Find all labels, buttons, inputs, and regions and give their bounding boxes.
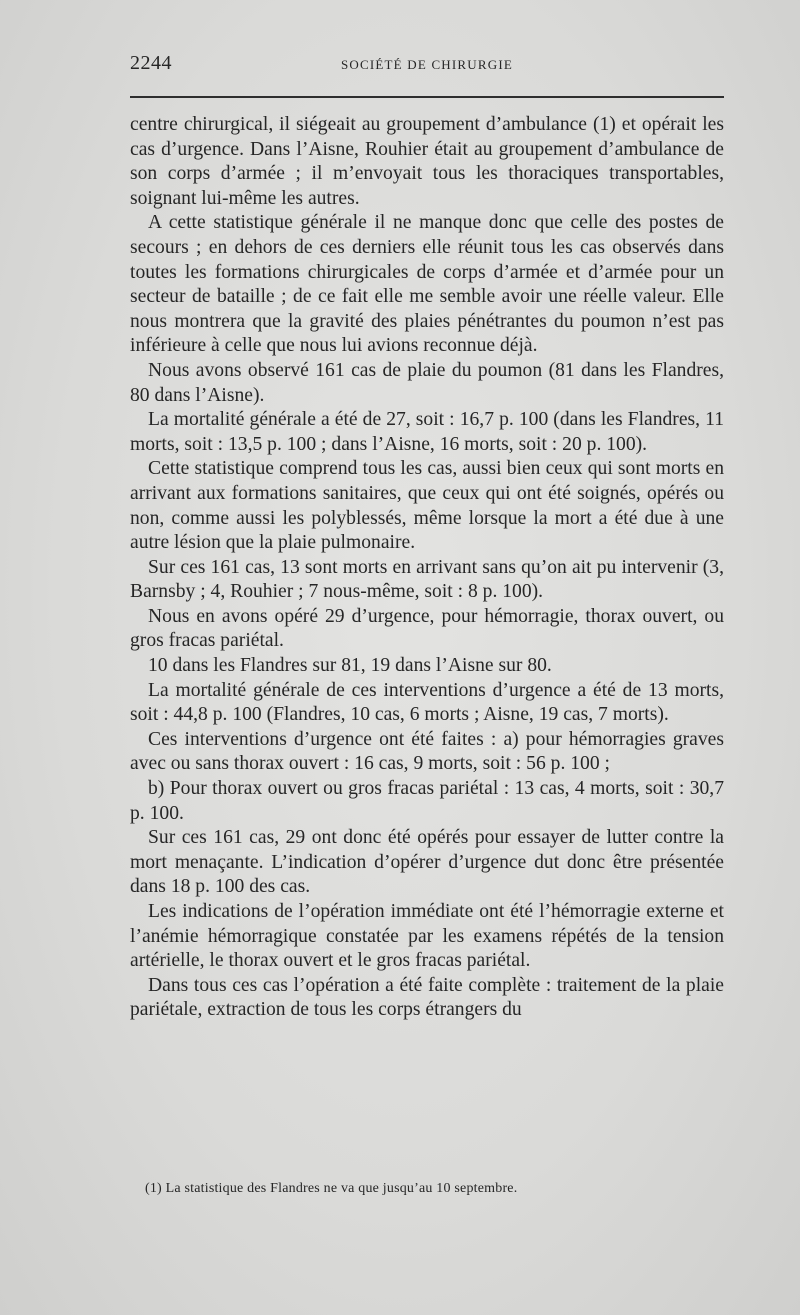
body-text [130, 113, 724, 1023]
paragraph: centre chirurgical, il siégeait au groupement d’ambulance (1) et opérait les cas d’urgence. Dans l’Aisne, Rouhier était au groupement d’ambulance de son corps d’armée ; il m’envoyait tous les thoraciques transportables, soignant lui-même les autres. [130, 114, 724, 209]
running-title: SOCIÉTÉ DE CHIRURGIE [340, 57, 514, 72]
paragraph: A cette statistique générale il ne manque donc que celle des postes de secours ; en dehors de ces derniers elle réunit tous les cas observés dans toutes les formations chirurgicales de corps d’armée et d’armée pour un secteur de bataille ; de ce fait elle me semble avoir une réelle valeur. Elle nous montrera que la gravité des plaies pénétrantes du poumon n’est pas inférieure à celle que nous lui avions reconnue déjà. [130, 212, 724, 357]
header-rule [130, 96, 724, 98]
paragraph: Sur ces 161 cas, 13 sont morts en arrivant sans qu’on ait pu intervenir (3, Barnsby ; 4, Rouhier ; 7 nous-même, soit : 8 p. 100). [130, 556, 724, 603]
page-number: 2244 [130, 52, 172, 74]
paragraph: Les indications de l’opération immédiate ont été l’hémorragie externe et l’anémie hémorragique constatée par les examens répétés de la tension artérielle, le thorax ouvert et le gros fracas pariétal. [130, 901, 724, 972]
paragraph: 10 dans les Flandres sur 81, 19 dans l’Aisne sur 80. [148, 655, 552, 677]
paragraph: Ces interventions d’urgence ont été faites : a) pour hémorragies graves avec ou sans thorax ouvert : 16 cas, 9 morts, soit : 56 p. 100 ; [130, 728, 724, 775]
paragraph: Cette statistique comprend tous les cas, aussi bien ceux qui sont morts en arrivant aux formations sanitaires, que ceux qui ont été soignés, opérés ou non, comme aussi les polyblessés, même lorsque la mort a été due à une autre lésion que la plaie pulmonaire. [130, 458, 724, 554]
footnote: (1) La statistique des Flandres ne va que jusqu’au 10 septembre. [145, 1181, 518, 1196]
paragraph: Nous en avons opéré 29 d’urgence, pour hémorragie, thorax ouvert, ou gros fracas pariétal. [130, 605, 724, 652]
paragraph: Dans tous ces cas l’opération a été faite complète : traitement de la plaie pariétale, extraction de tous les corps étrangers du [130, 974, 724, 1021]
paragraph: Sur ces 161 cas, 29 ont donc été opérés pour essayer de lutter contre la mort menaçante. L’indication d’opérer d’urgence dut donc être présentée dans 18 p. 100 des cas. [130, 827, 724, 898]
paragraph: La mortalité générale a été de 27, soit : 16,7 p. 100 (dans les Flandres, 11 morts, soit : 13,5 p. 100 ; dans l’Aisne, 16 morts, soit : 20 p. 100). [130, 409, 724, 455]
paragraph: Nous avons observé 161 cas de plaie du poumon (81 dans les Flandres, 80 dans l’Aisne). [130, 359, 724, 406]
page-header [130, 52, 724, 78]
paragraph: b) Pour thorax ouvert ou gros fracas pariétal : 13 cas, 4 morts, soit : 30,7 p. 100. [130, 778, 724, 824]
paragraph: La mortalité générale de ces interventions d’urgence a été de 13 morts, soit : 44,8 p. 100 (Flandres, 10 cas, 6 morts ; Aisne, 19 cas, 7 morts). [130, 679, 724, 726]
